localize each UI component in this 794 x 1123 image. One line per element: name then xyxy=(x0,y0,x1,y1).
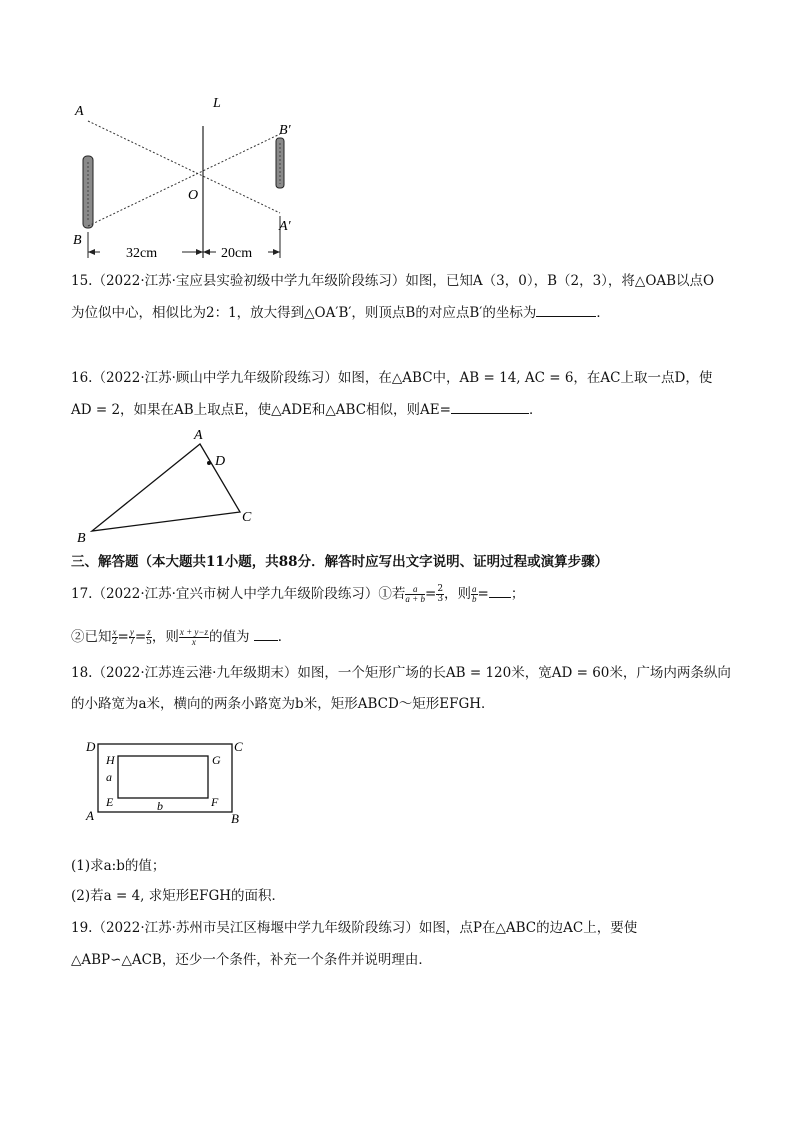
figure-rectangle-abcd xyxy=(80,736,260,828)
q17-answer-blank-2[interactable] xyxy=(254,627,278,641)
q16-line2: AD = 2，如果在AB上取点E，使△ADE和△ABC相似，则AE= ． xyxy=(71,402,543,418)
rect-label-a: a xyxy=(106,770,112,784)
section-heading: 三、解答题（本大题共11小题，共88分．解答时应写出文字说明、证明过程或演算步骤） xyxy=(71,554,609,570)
q15-line1: 15.（2022·江苏·宝应县实验初级中学九年级阶段练习）如图，已知A（3，0），B（2，3），将△OAB以点O xyxy=(71,273,715,289)
rect-EFGH xyxy=(118,756,208,798)
tri-label-A: A xyxy=(194,428,203,443)
q17-line2: ②已知 $\frac{x}{2}$ = $\frac{y}{7}$ = $\frac{z}{5}$ ，则 $\frac{x + y-z}{x}$ 的值为 ． xyxy=(71,627,292,647)
rect-label-b: b xyxy=(157,799,163,813)
figure-triangle-abc xyxy=(70,424,270,546)
q18-sub2: (2)若a = 4, 求矩形EFGH的面积． xyxy=(71,888,286,904)
q18-sub1: (1)求a:b的值； xyxy=(71,858,166,874)
tri-label-B: B xyxy=(77,531,86,546)
rect-label-H: H xyxy=(106,753,115,767)
fraction-2-over-3: $\frac{2}{3}$ xyxy=(437,584,444,604)
rect-label-A: A xyxy=(86,808,94,823)
fraction-expression: $\frac{x + y-z}{x}$ xyxy=(179,627,208,647)
figure-pinhole-diagram xyxy=(66,92,306,267)
rect-label-D: D xyxy=(86,739,96,754)
tri-label-D: D xyxy=(215,454,226,469)
label-L: L xyxy=(213,96,221,111)
label-B-prime: B′ xyxy=(279,123,291,138)
q19-line2: △ABP∽△ACB，还少一个条件，补充一个条件并说明理由． xyxy=(71,952,432,968)
rect-label-F: F xyxy=(211,795,219,809)
rect-label-G: G xyxy=(212,753,221,767)
dimension-right: 20cm xyxy=(221,246,253,261)
q15-answer-blank[interactable] xyxy=(536,303,596,317)
fraction-a-over-b: $\frac{a}{b}$ xyxy=(472,584,477,604)
q17-line1: 17.（2022·江苏·宜兴市树人中学九年级阶段练习）①若 $\frac{a}{a + b}$ = $\frac{2}{3}$ ，则 $\frac{a}{b}$ = ； xyxy=(71,584,525,604)
dimension-left: 32cm xyxy=(126,246,158,261)
q18-line1: 18.（2022·江苏连云港·九年级期末）如图，一个矩形广场的长AB = 120米，宽AD = 60米，广场内两条纵向 xyxy=(71,665,731,681)
q16-line1: 16.（2022·江苏·顾山中学九年级阶段练习）如图，在△ABC中，AB = 14, AC = 6，在AC上取一点D，使 xyxy=(71,370,713,386)
rect-label-B: B xyxy=(231,811,239,826)
label-B: B xyxy=(73,233,82,248)
q19-line1: 19.（2022·江苏·苏州市吴江区梅堰中学九年级阶段练习）如图，点P在△ABC的边AC上，要使 xyxy=(71,920,638,936)
q16-answer-blank[interactable] xyxy=(451,400,529,414)
rect-label-C: C xyxy=(234,739,243,754)
q17-answer-blank-1[interactable] xyxy=(489,584,511,598)
point-D xyxy=(207,461,211,465)
label-O: O xyxy=(188,188,199,203)
tri-label-C: C xyxy=(242,510,252,525)
q18-line2: 的小路宽为a米，横向的两条小路宽为b米，矩形ABCD～矩形EFGH． xyxy=(71,696,495,712)
q15-line2: 为位似中心，相似比为2：1，放大得到△OA′B′，则顶点B的对应点B′的坐标为 ． xyxy=(71,305,610,321)
label-A-prime: A′ xyxy=(279,219,291,234)
rect-label-E: E xyxy=(106,795,114,809)
fraction-a-over-a-plus-b: $\frac{a}{a + b}$ xyxy=(405,584,425,604)
label-A: A xyxy=(75,104,84,119)
